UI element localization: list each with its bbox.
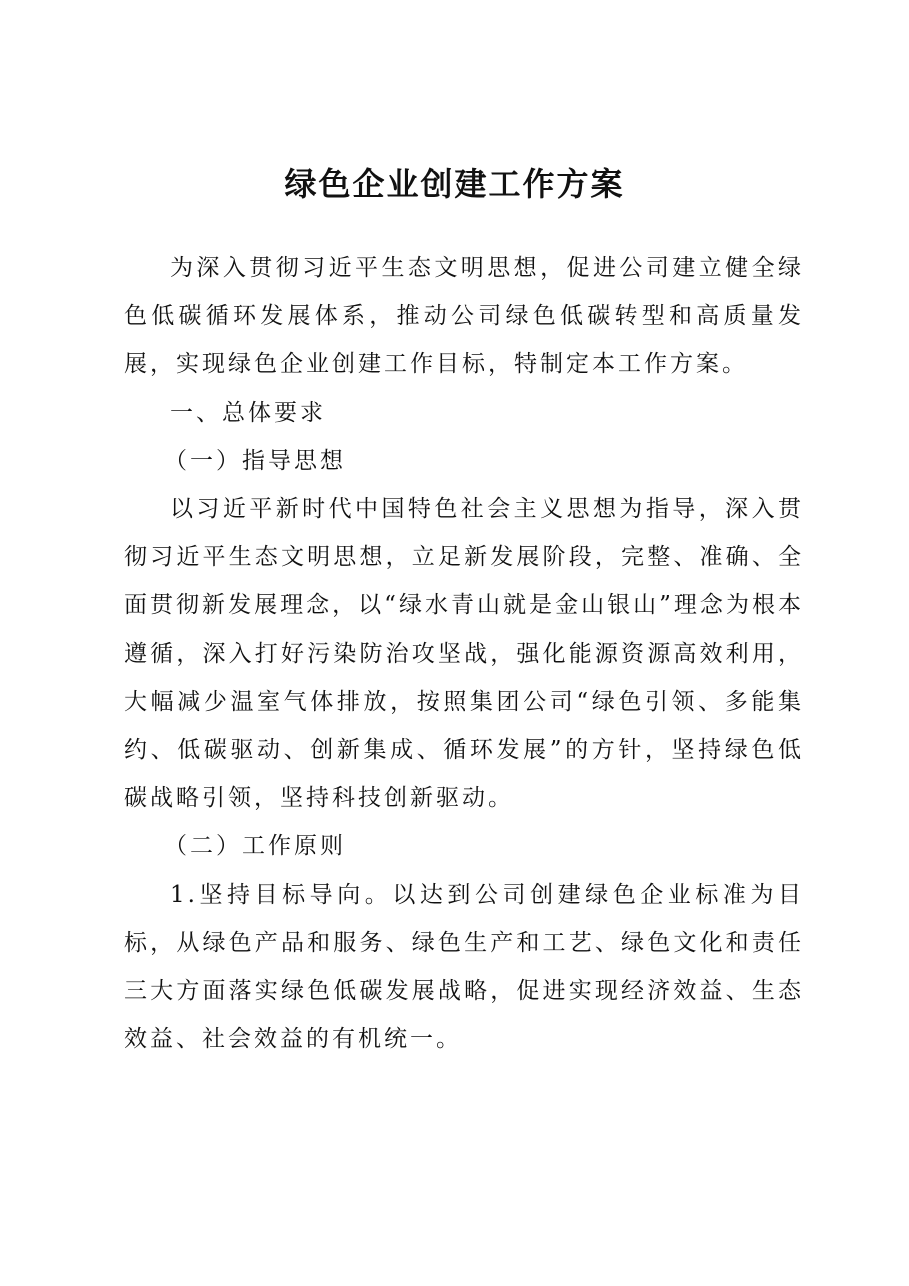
section-heading-overall-requirements: 一、总体要求 <box>170 399 326 426</box>
document-body <box>124 244 804 1063</box>
subsection-heading-work-principles: （二）工作原则 <box>164 833 346 860</box>
subsection-heading-guiding-ideology: （一）指导思想 <box>164 447 346 474</box>
guiding-ideology-paragraph: 以习近平新时代中国特色社会主义思想为指导，深入贯彻习近平生态文明思想，立足新发展阶段，完整、准确、全面贯彻新发展理念，以“绿水青山就是金山银山”理念为根本遵循，深入打好污染防治攻坚战，强化能源资源高效利用，大幅减少温室气体排放，按照集团公司“绿色引领、多能集约、低碳驱动、创新集成、循环发展”的方针，坚持绿色低碳战略引领，坚持科技创新驱动。 <box>124 496 804 812</box>
intro-paragraph: 为深入贯彻习近平生态文明思想，促进公司建立健全绿色低碳循环发展体系，推动公司绿色低碳转型和高质量发展，实现绿色企业创建工作目标，特制定本工作方案。 <box>124 255 804 378</box>
document-title: 绿色企业创建工作方案 <box>284 165 625 203</box>
principle-1-paragraph: 1.坚持目标导向。以达到公司创建绿色企业标准为目标，从绿色产品和服务、绿色生产和工艺、绿色文化和责任三大方面落实绿色低碳发展战略，促进实现经济效益、生态效益、社会效益的有机统一。 <box>124 881 804 1053</box>
